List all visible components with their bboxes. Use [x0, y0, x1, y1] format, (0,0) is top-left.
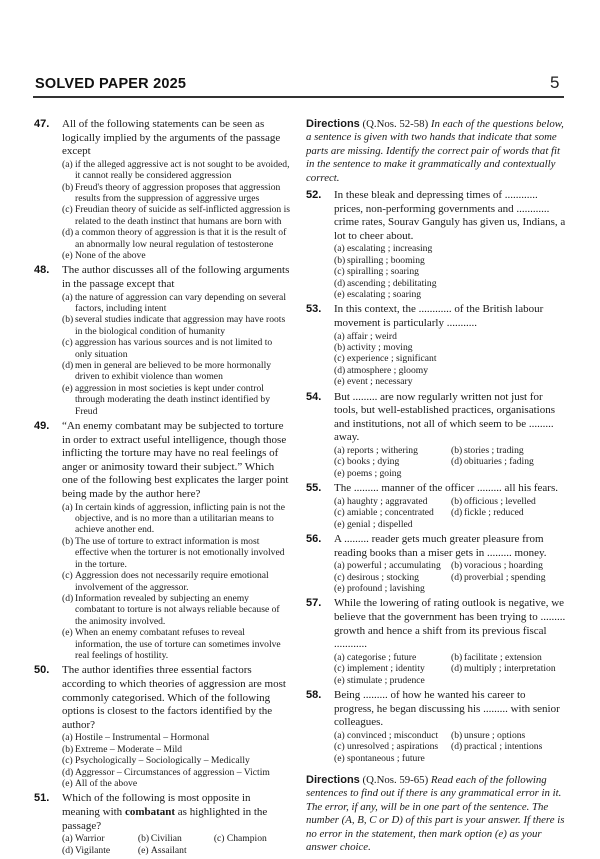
option-letter: (e) — [334, 376, 345, 388]
option-letter: (e) — [62, 777, 73, 789]
option[interactable] — [62, 732, 290, 743]
question-body — [62, 118, 290, 261]
option-text: Hostile – Instrumental – Hormonal — [75, 732, 210, 744]
option[interactable] — [334, 583, 451, 594]
option-letter: (e) — [137, 844, 149, 856]
option-text: the nature of aggression can vary depending on several factors, including intent — [75, 291, 286, 315]
option-text: Extreme – Moderate – Mild — [75, 743, 183, 755]
question-55 — [306, 482, 568, 530]
option-text: stimulate ; prudence — [347, 674, 425, 686]
option-text: stories ; trading — [464, 445, 524, 457]
option[interactable] — [334, 353, 568, 364]
question-body — [334, 597, 568, 686]
option-letter: (b) — [451, 651, 463, 663]
option[interactable] — [214, 833, 290, 844]
option[interactable] — [62, 360, 290, 383]
option[interactable] — [62, 204, 290, 227]
option-text: desirous ; stocking — [347, 571, 419, 583]
option-letter: (b) — [62, 181, 74, 193]
option-letter: (a) — [334, 330, 345, 342]
option-text: Champion — [226, 833, 267, 845]
option[interactable] — [451, 741, 568, 752]
option[interactable] — [334, 741, 451, 752]
option-letter: (c) — [334, 741, 345, 753]
option-text: aggression in most societies is kept under control through moderating the death instinct identified by Freud — [75, 382, 271, 417]
option-letter: (a) — [334, 729, 345, 741]
question-stem — [62, 792, 290, 833]
option[interactable] — [334, 445, 451, 456]
question-stem: The author discusses all of the following arguments in the passage except that — [62, 264, 290, 291]
option[interactable] — [334, 496, 451, 507]
option-text: a common theory of aggression is that it is the result of an abnormally low neural regulation of testosterone — [75, 227, 287, 250]
question-number: 50. — [34, 664, 50, 677]
question-number: 51. — [34, 792, 50, 805]
option-text: multiply ; interpretation — [464, 663, 556, 675]
option-letter: (c) — [334, 663, 345, 675]
question-body — [62, 420, 290, 661]
option-letter: (b) — [451, 560, 463, 572]
option[interactable] — [451, 652, 568, 663]
option-letter: (c) — [334, 353, 345, 365]
option[interactable] — [138, 845, 214, 856]
option[interactable] — [62, 744, 290, 755]
option[interactable] — [334, 266, 568, 277]
option-letter: (a) — [334, 560, 345, 572]
option-letter: (a) — [62, 158, 73, 170]
stem-text: Which of the following is most opposite in meaning with — [62, 792, 251, 818]
option[interactable] — [62, 292, 290, 315]
option-letter: (e) — [334, 674, 345, 686]
question-stem: In this context, the ............ of the British labour movement is particularly ........... — [334, 303, 544, 330]
left-question-list — [34, 118, 290, 789]
option[interactable] — [334, 572, 451, 583]
option-grid — [62, 833, 290, 856]
option-letter: (a) — [334, 445, 345, 457]
option[interactable] — [62, 570, 290, 593]
option[interactable] — [451, 456, 568, 467]
option-text: ascending ; debilitating — [347, 277, 437, 289]
question-body — [334, 533, 568, 594]
option-letter: (d) — [334, 364, 346, 376]
option-text: amiable ; concentrated — [347, 507, 434, 519]
option-letter: (c) — [62, 337, 73, 349]
option-letter: (b) — [451, 445, 463, 457]
option-list — [62, 292, 290, 417]
option-letter: (c) — [334, 507, 345, 519]
question-number: 57. — [306, 597, 322, 610]
option-letter: (c) — [213, 833, 225, 845]
question-stem: While the lowering of rating outlook is negative, we believe that the government has been trying to ......... growth and hence a shift from its previous fiscal ............ — [334, 597, 566, 651]
option-letter: (d) — [62, 592, 74, 604]
option-list — [334, 652, 568, 686]
option-text: reports ; withering — [347, 445, 418, 457]
option-text: poems ; going — [347, 467, 402, 479]
left-column — [34, 118, 290, 859]
option-letter: (b) — [334, 254, 346, 266]
question-58 — [306, 689, 568, 764]
option-text: obituaries ; fading — [464, 456, 534, 468]
option-letter: (e) — [334, 583, 345, 595]
option-letter: (b) — [62, 535, 74, 547]
option[interactable] — [62, 314, 290, 337]
option[interactable] — [62, 778, 290, 789]
running-title: SOLVED PAPER 2025 — [35, 76, 187, 92]
question-stem: The author identifies three essential factors according to which theories of aggression are most commonly categorised. Which of the following options is closest to the factors identified by the author? — [62, 664, 286, 731]
question-stem: Being ......... of how he wanted his career to progress, he began discussing his ......... with senior colleagues. — [334, 689, 560, 729]
question-stem: But ......... are now regularly written not just for tools, but well-established practices, organisations and institutions, not all of which seem to be ......... away. — [334, 390, 555, 444]
option-letter: (a) — [334, 495, 345, 507]
option-text: Freud's theory of aggression proposes that aggression results from the suppression of aggressive urges — [75, 181, 281, 204]
option-text: books ; dying — [347, 456, 400, 468]
question-48 — [34, 264, 290, 417]
directions-text: In each of the questions below, a sentence is given with two hands that indicate that some parts are missing. Identify the correct pair of words that fit in the sentence to make it grammatically and contextually correct. — [306, 118, 564, 184]
option[interactable] — [334, 730, 451, 741]
directions-block — [306, 774, 568, 854]
option-list — [62, 159, 290, 262]
question-number: 58. — [306, 689, 322, 702]
option[interactable] — [451, 445, 568, 456]
option[interactable] — [334, 560, 451, 571]
directions-heading: Directions — [306, 118, 360, 130]
option-text: fickle ; reduced — [464, 507, 524, 519]
option-letter: (e) — [62, 382, 73, 394]
option-text: When an enemy combatant refuses to reveal information, the use of torture can sometimes involve real feelings of hostility. — [75, 627, 281, 661]
question-54 — [306, 391, 568, 480]
question-number: 55. — [306, 482, 322, 495]
question-number: 47. — [34, 118, 50, 130]
option-text: Information revealed by subjecting an enemy combatant to torture is not always reliable because of the animosity involved. — [75, 592, 280, 627]
option-list — [334, 730, 568, 764]
option-text: if the alleged aggressive act is not sought to be avoided, it cannot really be considered aggression — [75, 158, 290, 182]
option-text: activity ; moving — [347, 342, 413, 354]
option-list — [334, 560, 568, 594]
option-letter: (a) — [62, 732, 73, 744]
question-47 — [34, 118, 290, 261]
option[interactable] — [334, 289, 568, 300]
question-50 — [34, 664, 290, 789]
question-body — [62, 264, 290, 417]
option[interactable] — [334, 519, 451, 530]
option-text: spiralling ; soaring — [347, 266, 419, 278]
option[interactable] — [451, 507, 568, 518]
option-letter: (c) — [62, 204, 73, 216]
right-question-list — [306, 189, 568, 764]
option[interactable] — [334, 468, 451, 479]
highlighted-word: combatant — [124, 805, 176, 818]
option-text: facilitate ; extension — [464, 651, 542, 663]
option-text: haughty ; aggravated — [347, 495, 428, 507]
option-letter: (d) — [334, 277, 346, 289]
option-text: unresolved ; aspirations — [347, 741, 439, 753]
option[interactable] — [62, 627, 290, 661]
option-text: categorise ; future — [347, 651, 417, 663]
option[interactable] — [451, 560, 568, 571]
option-letter: (b) — [137, 833, 150, 845]
option[interactable] — [451, 663, 568, 674]
option[interactable] — [334, 376, 568, 387]
option[interactable] — [62, 159, 290, 182]
option-list — [334, 445, 568, 479]
option-text: spontaneous ; future — [347, 752, 425, 764]
option-letter: (e) — [62, 627, 73, 639]
option-text: implement ; identity — [347, 663, 425, 675]
question-52 — [306, 189, 568, 300]
option-text: powerful ; accumulating — [347, 560, 441, 572]
option[interactable] — [334, 243, 568, 254]
directions-range: (Q.Nos. 59-65) — [359, 774, 431, 787]
option[interactable] — [62, 182, 290, 205]
option-text: practical ; intentions — [464, 741, 543, 753]
option-list — [62, 502, 290, 662]
question-stem: “An enemy combatant may be subjected to torture in order to extract useful intelligence, though those inflicting the torture may have no real feelings of anger or animosity toward their subject.” Which one of the following best explicates the larger point being made by the author here? — [62, 420, 289, 501]
question-57 — [306, 597, 568, 686]
option-text: All of the above — [75, 777, 138, 789]
option[interactable] — [62, 250, 290, 261]
option[interactable] — [451, 496, 568, 507]
option-letter: (a) — [334, 243, 345, 255]
option-text: experience ; significant — [347, 353, 437, 365]
option-letter: (e) — [334, 467, 345, 479]
option-letter: (c) — [62, 755, 73, 767]
option-list — [334, 243, 568, 300]
option-text: Aggressor – Circumstances of aggression – Victim — [75, 766, 270, 778]
option-letter: (a) — [62, 833, 73, 845]
option[interactable] — [62, 593, 290, 627]
option-text: Aggression does not necessarily require emotional involvement of the aggressor. — [75, 570, 269, 593]
option-letter: (b) — [451, 495, 463, 507]
option-letter: (d) — [62, 766, 74, 778]
option-letter: (b) — [451, 729, 463, 741]
option-text: atmosphere ; gloomy — [347, 364, 428, 376]
option-text: In certain kinds of aggression, inflicting pain is not the objective, and is no more than a utilitarian means to achieve another end. — [75, 501, 285, 536]
question-stem: A ......... reader gets much greater pleasure from reading books than a miser gets in ......... money. — [334, 533, 547, 559]
option-text: Assailant — [150, 844, 187, 856]
option-text: Civilian — [150, 833, 182, 845]
option[interactable] — [334, 507, 451, 518]
stem-text: as highlighted in the passage? — [62, 805, 268, 832]
option-text: None of the above — [75, 250, 146, 262]
option-text: event ; necessary — [347, 376, 413, 388]
page-header — [0, 0, 600, 100]
option-text: spiralling ; booming — [347, 254, 425, 266]
option[interactable] — [62, 755, 290, 766]
option-letter: (c) — [62, 570, 73, 582]
option-text: Psychologically – Sociologically – Medically — [75, 755, 250, 767]
question-body — [334, 689, 568, 764]
option[interactable] — [334, 652, 451, 663]
option-list — [334, 331, 568, 388]
question-number: 53. — [306, 303, 322, 316]
question-53 — [306, 303, 568, 387]
question-49 — [34, 420, 290, 661]
question-body — [334, 303, 568, 387]
option-letter: (e) — [62, 250, 73, 262]
option-list — [334, 496, 568, 530]
question-number: 54. — [306, 390, 322, 403]
question-body — [334, 391, 568, 480]
option[interactable] — [334, 342, 568, 353]
option-text: escalating ; increasing — [347, 243, 433, 255]
option-letter: (b) — [62, 743, 74, 755]
option-letter: (b) — [62, 314, 74, 326]
option-letter: (d) — [451, 571, 463, 583]
question-56 — [306, 533, 568, 594]
option[interactable] — [138, 833, 214, 844]
option-text: affair ; weird — [347, 330, 397, 342]
option-letter: (d) — [451, 507, 463, 519]
option[interactable] — [62, 833, 138, 844]
option-text: Freudian theory of suicide as self-inflicted aggression is related to the death instinct that humans are born with — [75, 204, 291, 227]
option[interactable] — [62, 337, 290, 360]
question-body — [62, 664, 290, 789]
directions-range: (Q.Nos. 52-58) — [359, 118, 431, 130]
directions-block — [306, 118, 568, 185]
option-letter: (e) — [334, 518, 345, 530]
option-text: men in general are believed to be more hormonally driven to exhibit violence than women — [75, 360, 272, 383]
question-number: 52. — [306, 189, 322, 202]
option-text: proverbial ; spending — [464, 571, 546, 583]
option[interactable] — [62, 227, 290, 250]
option-text: escalating ; soaring — [347, 289, 422, 301]
option-letter: (c) — [334, 266, 345, 278]
option[interactable] — [62, 536, 290, 570]
directions-text: Read each of the following sentences to find out if there is any grammatical error in it. The error, if any, will be in one part of the sentence. The number (A, B, C or D) of this part is your answer. If there is no error in the statement, then mark option (e) as your answer choice. — [306, 774, 565, 854]
option[interactable] — [334, 675, 451, 686]
question-number: 56. — [306, 533, 322, 546]
option[interactable] — [62, 502, 290, 536]
option[interactable] — [62, 383, 290, 417]
option-text: voracious ; hoarding — [464, 560, 543, 572]
option[interactable] — [62, 767, 290, 778]
question-stem: The ......... manner of the officer ......... all his fears. — [334, 482, 559, 495]
option-text: convinced ; misconduct — [347, 729, 439, 741]
option-letter: (d) — [451, 663, 463, 675]
option-letter: (d) — [62, 844, 74, 856]
option-text: unsure ; options — [464, 729, 526, 741]
option-letter: (a) — [62, 291, 73, 303]
option[interactable] — [62, 845, 138, 856]
option-text: several studies indicate that aggression may have roots in the biological condition of humanity — [75, 314, 286, 337]
option[interactable] — [334, 456, 451, 467]
page-number: 5 — [550, 73, 560, 92]
option-letter: (c) — [334, 571, 345, 583]
question-body — [334, 482, 568, 530]
option-text: The use of torture to extract information is most effective when the torturer is not emotionally involved in the torture. — [75, 535, 285, 570]
question-51 — [34, 792, 290, 856]
option-letter: (a) — [334, 651, 345, 663]
option-text: profound ; lavishing — [347, 583, 425, 595]
option[interactable] — [334, 753, 451, 764]
option[interactable] — [334, 255, 568, 266]
option-text: Vigilante — [75, 844, 111, 856]
option[interactable] — [451, 572, 568, 583]
option-text: genial ; dispelled — [347, 518, 413, 530]
option[interactable] — [334, 365, 568, 376]
question-stem: In these bleak and depressing times of ............ prices, non-performing governments and ............ crime rates, Sourav Ganguly has given us, Indians, a lot to cheer about. — [334, 189, 566, 242]
option[interactable] — [334, 663, 451, 674]
option-letter: (d) — [62, 227, 74, 239]
directions-heading: Directions — [306, 774, 360, 787]
question-number: 48. — [34, 264, 50, 277]
option-letter: (e) — [334, 752, 345, 764]
question-number: 49. — [34, 420, 50, 433]
question-body — [334, 189, 568, 300]
option-letter: (d) — [451, 456, 463, 468]
option-letter: (e) — [334, 289, 345, 301]
question-stem: All of the following statements can be seen as logically implied by the arguments of the passage except — [62, 118, 281, 158]
option-letter: (a) — [62, 501, 73, 513]
option-text: aggression has various sources and is not limited to only situation — [75, 337, 273, 360]
option-list — [62, 732, 290, 789]
option-text: officious ; levelled — [464, 495, 536, 507]
option-letter: (b) — [334, 342, 346, 354]
option-letter: (c) — [334, 456, 345, 468]
option-letter: (d) — [62, 360, 74, 372]
option[interactable] — [451, 730, 568, 741]
right-column — [306, 118, 568, 859]
option-text: Warrior — [75, 833, 105, 845]
option[interactable] — [334, 278, 568, 289]
option[interactable] — [334, 331, 568, 342]
option-letter: (d) — [451, 741, 463, 753]
header-rule — [33, 96, 564, 98]
